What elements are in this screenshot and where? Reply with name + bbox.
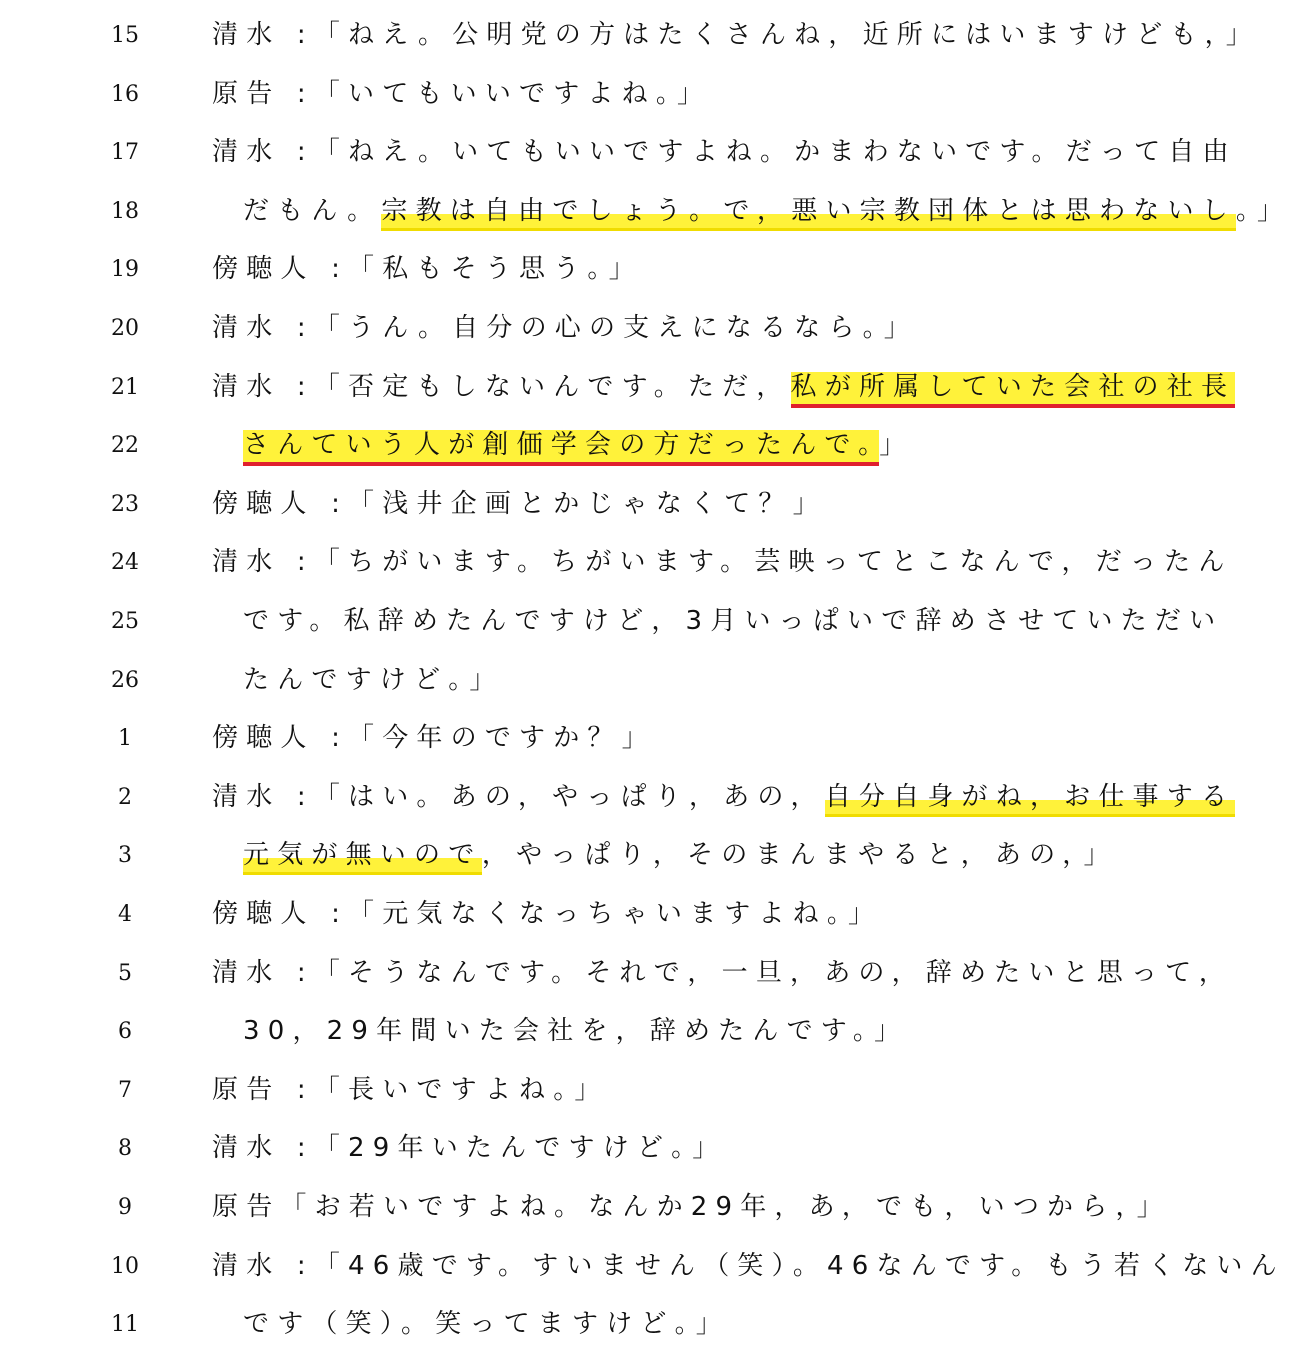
line-number: 26 (111, 667, 139, 693)
line-text (212, 779, 1235, 815)
line-number: 25 (111, 609, 139, 634)
transcript-line (0, 180, 1300, 238)
text-segment: 原告「お若いですよね。なんか29年，あ，でも，いつから，」 (212, 1192, 1171, 1222)
line-number: 17 (111, 140, 139, 166)
highlighted-text: 元気が無いので (243, 840, 482, 875)
transcript-line (0, 590, 1300, 648)
text-segment: 原告 :「長いですよね。」 (212, 1074, 609, 1105)
text-segment: 。」 (1235, 195, 1292, 226)
highlighted-text-red-underline: さんていう人が創価学会の方だったんで。 (243, 430, 879, 466)
transcript-line (0, 414, 1300, 472)
line-number: 5 (118, 960, 132, 986)
line-text (212, 955, 1233, 991)
line-number: 1 (118, 726, 132, 752)
text-segment: 清水 :「ねえ。公明党の方はたくさんね，近所にはいますけども，」 (212, 20, 1260, 50)
transcript-line (0, 942, 1300, 1000)
text-segment: 」 (879, 430, 914, 461)
highlighted-text: 自分自身がね，お仕事する (825, 782, 1235, 817)
transcript-line (0, 1117, 1300, 1175)
text-segment: です。私辞めたんですけど，3月いっぱいで辞めさせていただい (243, 606, 1224, 636)
text-segment: 清水 :「うん。自分の心の支えになるなら。」 (212, 313, 918, 343)
transcript-line (0, 1235, 1300, 1293)
transcript-line (0, 649, 1300, 707)
text-segment: です（笑）。笑ってますけど。」 (243, 1309, 731, 1340)
line-number: 11 (111, 1312, 139, 1338)
highlighted-text-red-underline: 私が所属していた会社の社長 (791, 372, 1236, 408)
line-number: 19 (111, 257, 139, 283)
line-text (243, 662, 504, 698)
line-text (212, 17, 1260, 53)
line-text (212, 1130, 727, 1166)
line-text (212, 544, 1233, 580)
text-segment: たんですけど。」 (243, 664, 504, 695)
transcript-line (0, 707, 1300, 765)
line-text (243, 193, 1291, 229)
text-segment: 清水 :「否定もしないんです。ただ， (212, 371, 791, 402)
text-segment: だもん。 (243, 195, 382, 226)
line-text (243, 427, 913, 463)
line-text (212, 1072, 609, 1108)
text-segment: 原告 :「いてもいいですよね。」 (212, 78, 712, 109)
text-segment: 傍聴人 :「私もそう思う。」 (212, 254, 643, 285)
transcript-line (0, 1000, 1300, 1058)
line-text (212, 720, 656, 756)
line-text (243, 837, 1118, 873)
line-text (212, 76, 711, 112)
text-segment: 傍聴人 :「元気なくなっちゃいますよね。」 (212, 899, 883, 929)
line-text (212, 1248, 1285, 1284)
line-number: 16 (111, 81, 139, 107)
transcript-line (0, 531, 1300, 589)
text-segment: 傍聴人 :「今年のですか？」 (212, 723, 656, 754)
line-text (212, 1189, 1171, 1225)
text-segment: 清水 :「はい。あの，やっぱり，あの， (212, 781, 825, 812)
line-text (243, 603, 1223, 639)
text-segment: 清水 :「ちがいます。ちがいます。芸映ってとこなんで，だったん (212, 547, 1233, 578)
transcript-line (0, 766, 1300, 824)
text-segment: 清水 :「そうなんです。それで，一旦，あの，辞めたいと思って， (212, 957, 1234, 988)
transcript-line (0, 63, 1300, 121)
line-number: 18 (111, 198, 139, 224)
transcript-line (0, 121, 1300, 179)
text-segment: 清水 :「ねえ。いてもいいですよね。かまわないです。だって自由 (212, 137, 1237, 168)
line-number: 24 (111, 550, 139, 576)
text-segment: 清水 :「46歳です。すいません（笑）。46なんです。もう若くないん (212, 1250, 1285, 1281)
transcript-line (0, 883, 1300, 941)
line-text (212, 486, 827, 522)
line-number: 3 (118, 843, 132, 869)
line-number: 2 (118, 784, 132, 810)
line-number: 8 (118, 1136, 132, 1162)
line-number: 22 (111, 433, 139, 459)
text-segment: ，やっぱり，そのまんまやると，あの，」 (481, 840, 1118, 871)
highlighted-text: 宗教は自由でしょう。で，悪い宗教団体とは思わないし (381, 196, 1235, 231)
line-text (243, 1013, 908, 1049)
line-number: 4 (118, 902, 132, 927)
transcript-line (0, 1059, 1300, 1117)
transcript-line (0, 1176, 1300, 1234)
transcript-line (0, 4, 1300, 62)
line-number: 21 (111, 374, 139, 400)
line-text (212, 134, 1237, 170)
transcript-line (0, 824, 1300, 882)
transcript-line (0, 238, 1300, 296)
transcript-line (0, 297, 1300, 355)
text-segment: 傍聴人 :「浅井企画とかじゃなくて？」 (212, 488, 827, 519)
line-number: 23 (111, 491, 139, 517)
line-number: 15 (111, 23, 139, 48)
transcript-line (0, 356, 1300, 414)
line-text (212, 369, 1235, 405)
line-number: 9 (118, 1195, 132, 1220)
text-segment: 清水 :「29年いたんですけど。」 (212, 1133, 727, 1164)
line-number: 7 (118, 1077, 132, 1103)
line-text (212, 251, 643, 287)
transcript-line (0, 473, 1300, 531)
line-number: 10 (111, 1253, 139, 1279)
line-text (243, 1306, 730, 1342)
transcript-line (0, 1293, 1300, 1351)
line-text (212, 310, 918, 346)
line-text (212, 896, 882, 932)
line-number: 6 (118, 1019, 132, 1045)
text-segment: 30，29年間いた会社を，辞めたんです。」 (243, 1016, 909, 1047)
line-number: 20 (111, 316, 139, 341)
